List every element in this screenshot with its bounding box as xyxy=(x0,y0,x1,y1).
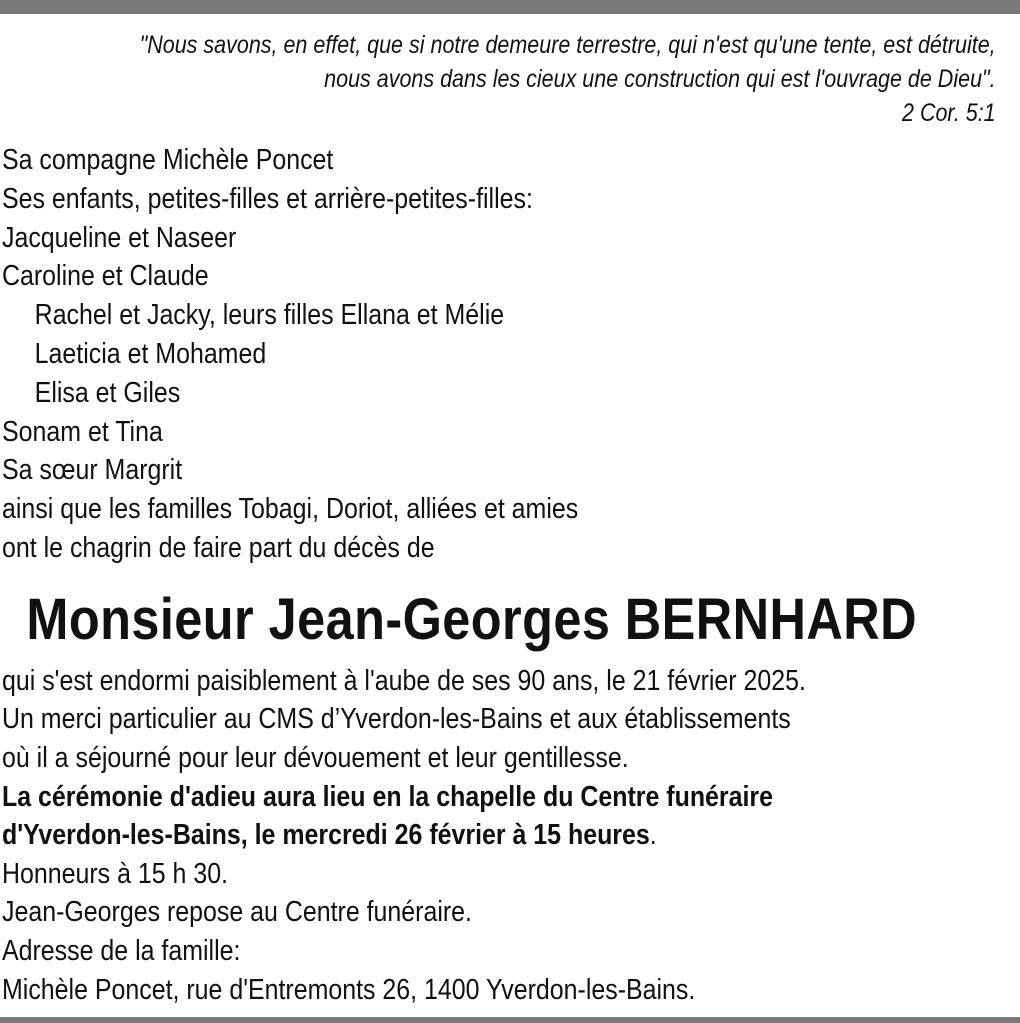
address-label: Adresse de la famille: xyxy=(2,934,241,967)
family-line: ont le chagrin de faire part du décès de xyxy=(2,531,435,564)
family-line: Rachel et Jacky, leurs filles Ellana et Mélie xyxy=(34,299,505,332)
quote-reference: 2 Cor. 5:1 xyxy=(902,99,996,127)
deceased-name: Monsieur Jean-Georges BERNHARD xyxy=(26,586,918,652)
details-line: qui s'est endormi paisiblement à l'aube de ses 90 ans, le 21 février 2025. xyxy=(2,664,806,697)
honneurs-line: Honneurs à 15 h 30. xyxy=(2,857,229,890)
family-list xyxy=(2,141,1017,568)
quote-line-2: nous avons dans les cieux une construction qui est l'ouvrage de Dieu". xyxy=(324,65,996,93)
family-line: Caroline et Claude xyxy=(2,260,209,293)
ceremony-text: d'Yverdon-les-Bains, le mercredi 26 février à 15 heures xyxy=(2,819,650,852)
quote-line-1: "Nous savons, en effet, que si notre demeure terrestre, qui n'est qu'une tente, est détruite, xyxy=(139,31,996,59)
details-line: Un merci particulier au CMS d’Yverdon-les-Bains et aux établissements xyxy=(2,703,791,736)
details xyxy=(2,662,1017,1009)
family-line: Sa sœur Margrit xyxy=(2,454,183,487)
details-line: où il a séjourné pour leur dévouement et leur gentillesse. xyxy=(2,741,629,774)
ceremony-line-2 xyxy=(2,816,1017,855)
address-line: Michèle Poncet, rue d'Entremonts 26, 1400 Yverdon-les-Bains. xyxy=(2,973,696,1006)
family-line: Laeticia et Mohamed xyxy=(34,337,267,370)
ceremony-line: La cérémonie d'adieu aura lieu en la chapelle du Centre funéraire xyxy=(2,780,774,813)
family-line: Sonam et Tina xyxy=(2,415,163,448)
family-line: Ses enfants, petites-filles et arrière-petites-filles: xyxy=(2,182,533,215)
ceremony-period: . xyxy=(649,819,657,852)
bible-quote xyxy=(2,28,1018,130)
family-line: Jacqueline et Naseer xyxy=(2,221,237,254)
repose-line: Jean-Georges repose au Centre funéraire. xyxy=(2,896,472,929)
family-line: Elisa et Giles xyxy=(34,376,181,409)
family-line: ainsi que les familles Tobagi, Doriot, alliées et amies xyxy=(2,493,579,526)
bottom-rule xyxy=(0,1017,1020,1023)
obituary xyxy=(2,28,1018,1009)
top-rule xyxy=(0,0,1020,14)
family-line: Sa compagne Michèle Poncet xyxy=(2,144,334,176)
